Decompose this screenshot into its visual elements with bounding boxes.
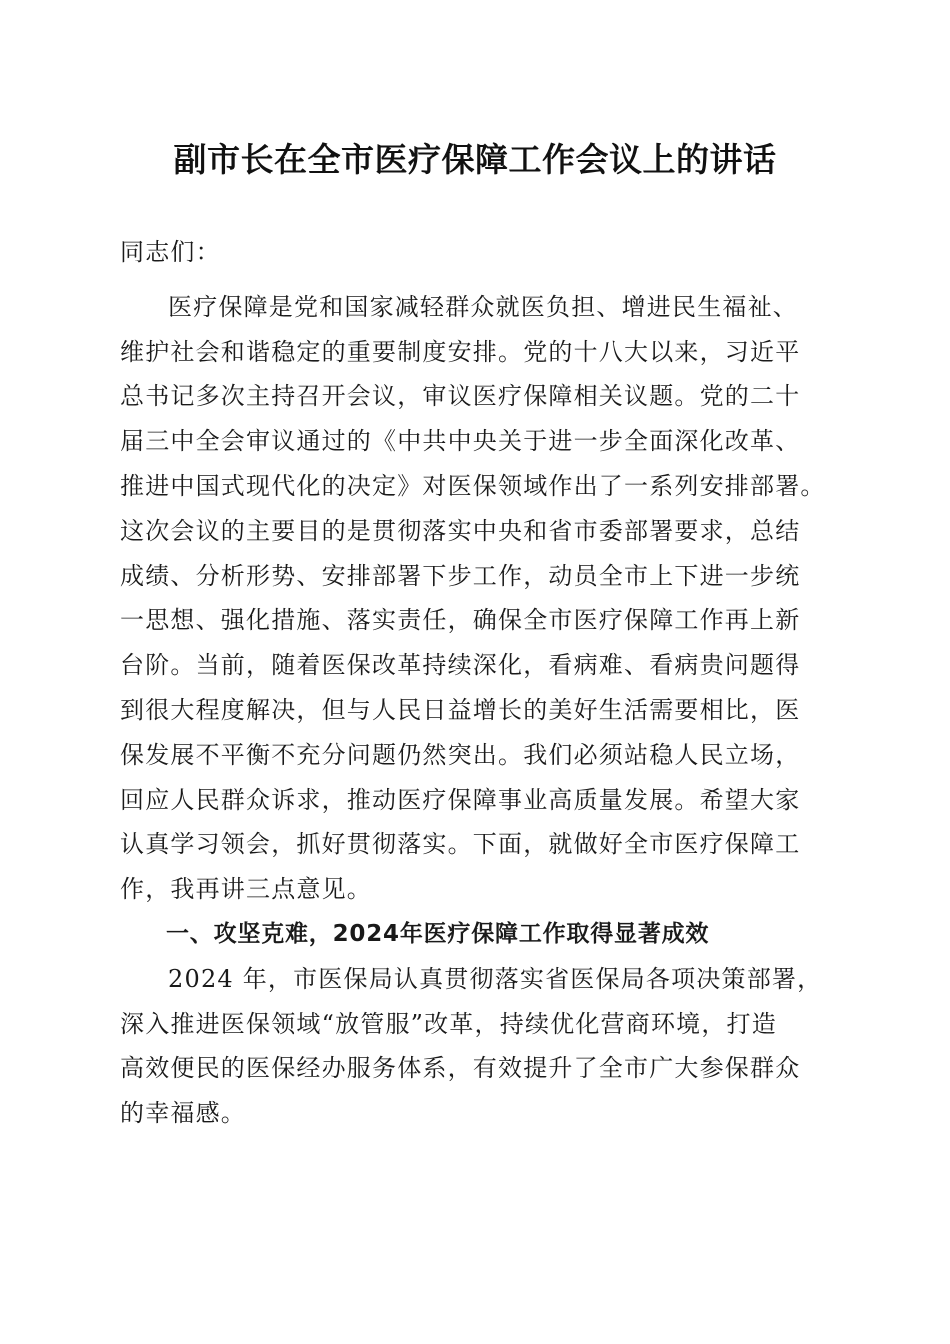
paragraph-line: 2024 年，市医保局认真贯彻落实省医保局各项决策部署， [168, 964, 823, 993]
paragraph-line: 作，我再讲三点意见。 [120, 875, 372, 904]
paragraph-line: 保发展不平衡不充分问题仍然突出。我们必须站稳人民立场， [120, 740, 801, 769]
paragraph-line: 成绩、分析形势、安排部署下步工作，动员全市上下进一步统 [120, 561, 801, 590]
paragraph-line: 这次会议的主要目的是贯彻落实中央和省市委部署要求，总结 [120, 516, 801, 545]
paragraph-line: 推进中国式现代化的决定》对医保领域作出了一系列安排部署。 [120, 471, 826, 500]
salutation: 同志们： [120, 238, 221, 266]
document-body [120, 230, 830, 1136]
section-heading: 一、攻坚克难，2024年医疗保障工作取得显著成效 [166, 920, 710, 947]
paragraph-line: 一思想、强化措施、落实责任，确保全市医疗保障工作再上新 [120, 606, 801, 635]
paragraph-intro [120, 285, 830, 912]
paragraph-line: 到很大程度解决，但与人民日益增长的美好生活需要相比，医 [120, 695, 801, 724]
paragraph-line: 届三中全会审议通过的《中共中央关于进一步全面深化改革、 [120, 427, 801, 456]
paragraph-line: 维护社会和谐稳定的重要制度安排。党的十八大以来，习近平 [120, 337, 801, 366]
paragraph-line: 总书记多次主持召开会议，审议医疗保障相关议题。党的二十 [120, 382, 801, 411]
paragraph-line: 认真学习领会，抓好贯彻落实。下面，就做好全市医疗保障工 [120, 830, 801, 859]
paragraph-line: 的幸福感。 [120, 1099, 246, 1128]
paragraph-line: 回应人民群众诉求，推动医疗保障事业高质量发展。希望大家 [120, 785, 801, 814]
paragraph-section1 [120, 957, 830, 1136]
paragraph-line: 台阶。当前，随着医保改革持续深化，看病难、看病贵问题得 [120, 651, 801, 680]
paragraph-line: 医疗保障是党和国家减轻群众就医负担、增进民生福祉、 [168, 292, 798, 321]
paragraph-line: 深入推进医保领域“放管服”改革，持续优化营商环境，打造 [120, 1009, 777, 1038]
paragraph-line: 高效便民的医保经办服务体系，有效提升了全市广大参保群众 [120, 1054, 801, 1083]
page-title: 副市长在全市医疗保障工作会议上的讲话 [173, 140, 777, 179]
